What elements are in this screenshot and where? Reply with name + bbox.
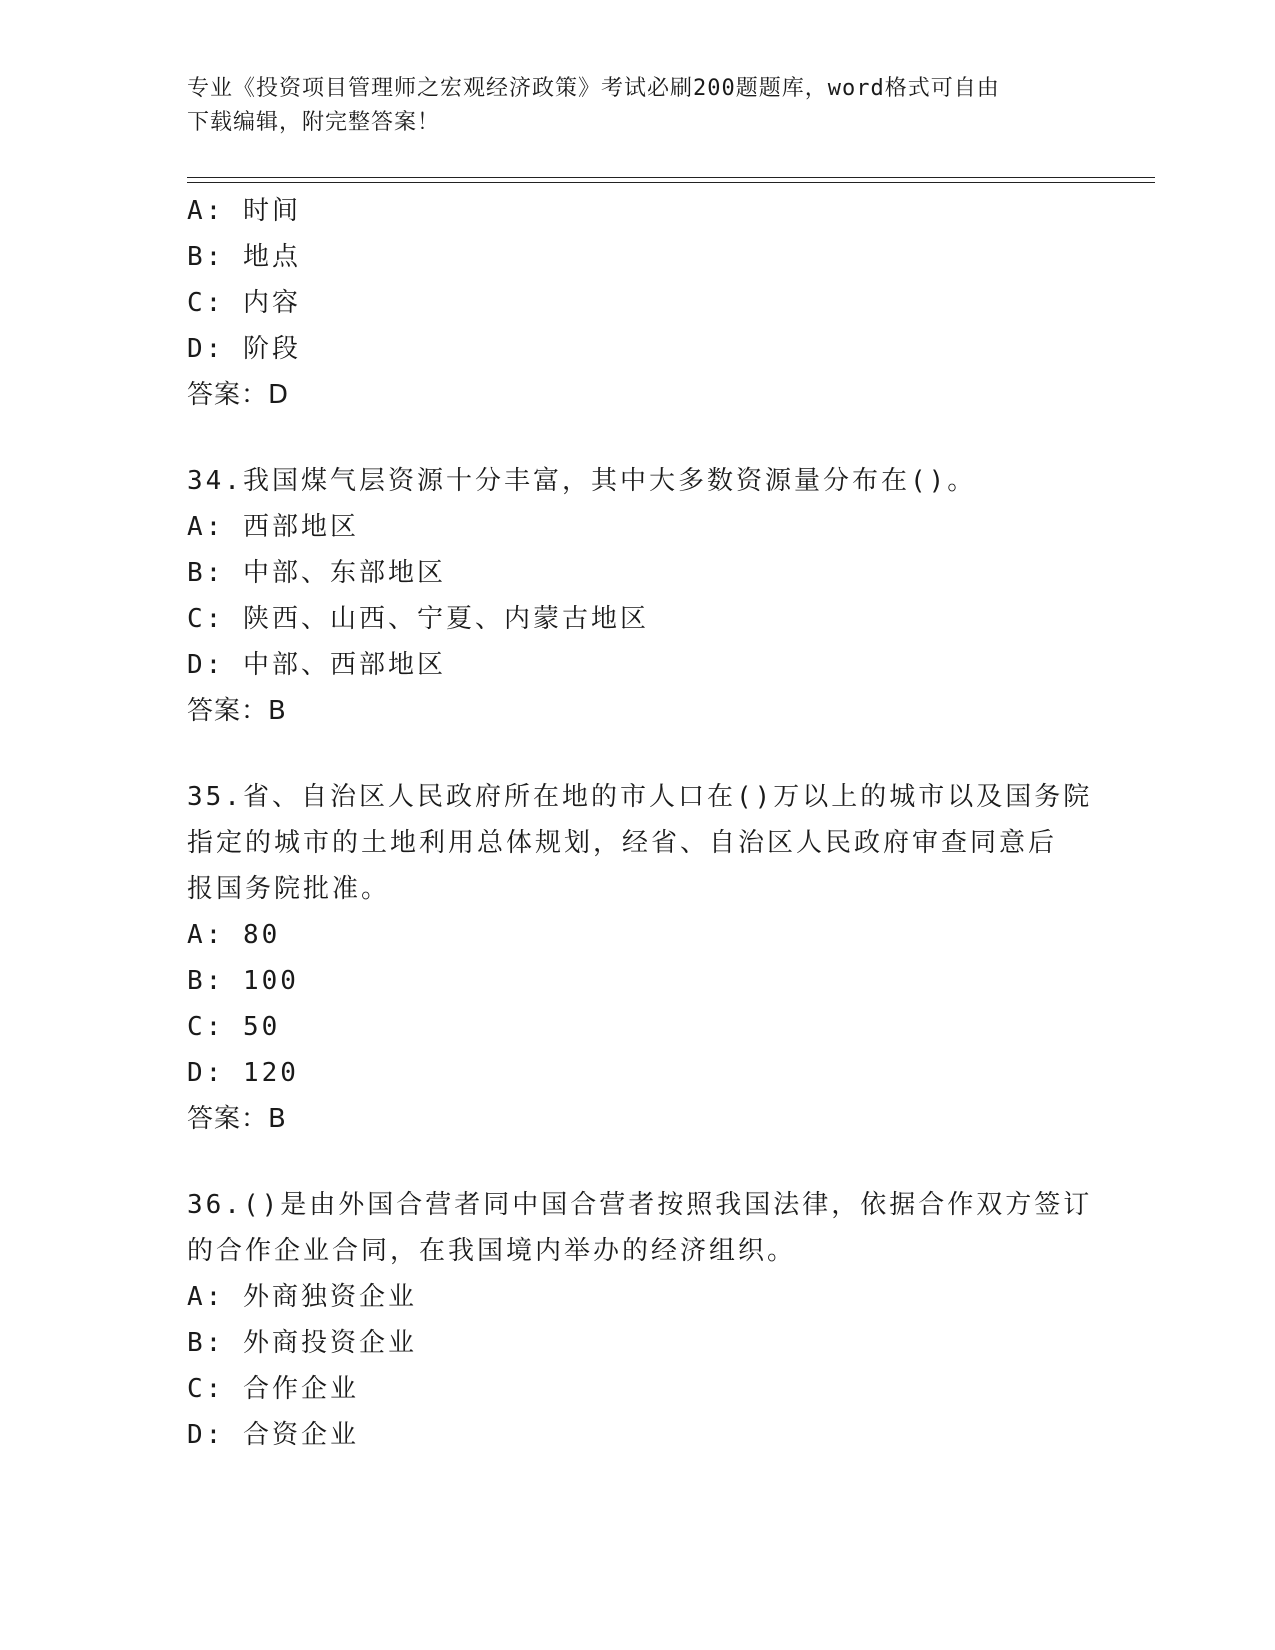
option-d: D: 阶段 (187, 334, 301, 364)
header-line-2: 下载编辑，附完整答案！ (187, 110, 441, 135)
option-c: C: 合作企业 (187, 1374, 359, 1404)
question-text: 的合作企业合同，在我国境内举办的经济组织。 (187, 1236, 797, 1266)
answer-line: 答案：B (187, 696, 287, 726)
question-text: 报国务院批准。 (187, 874, 391, 904)
option-a: A: 80 (187, 920, 281, 950)
question-text: 35.省、自治区人民政府所在地的市人口在()万以上的城市以及国务院 (187, 782, 1093, 812)
question-text: 指定的城市的土地利用总体规划，经省、自治区人民政府审查同意后 (187, 828, 1058, 858)
option-c: C: 陕西、山西、宁夏、内蒙古地区 (187, 604, 649, 634)
answer-line: 答案：D (187, 380, 290, 410)
question-block-36 (187, 1182, 1093, 1458)
answer-line: 答案：B (187, 1104, 287, 1134)
document-header (187, 72, 1067, 140)
header-line-1: 专业《投资项目管理师之宏观经济政策》考试必刷200题题库，word格式可自由 (187, 76, 1000, 101)
question-block-33 (187, 188, 1087, 418)
question-list (187, 188, 1093, 1458)
option-c: C: 内容 (187, 288, 301, 318)
option-d: D: 120 (187, 1058, 299, 1088)
option-b: B: 中部、东部地区 (187, 558, 446, 588)
option-d: D: 合资企业 (187, 1420, 359, 1450)
option-d: D: 中部、西部地区 (187, 650, 446, 680)
option-a: A: 外商独资企业 (187, 1282, 417, 1312)
option-a: A: 时间 (187, 196, 301, 226)
option-b: B: 100 (187, 966, 299, 996)
question-text: 34.我国煤气层资源十分丰富，其中大多数资源量分布在()。 (187, 466, 977, 496)
option-c: C: 50 (187, 1012, 281, 1042)
header-divider-bottom (187, 182, 1155, 183)
option-a: A: 西部地区 (187, 512, 359, 542)
question-text: 36.()是由外国合营者同中国合营者按照我国法律，依据合作双方签订 (187, 1190, 1093, 1220)
question-block-35 (187, 774, 1093, 1142)
question-block-34 (187, 458, 1087, 734)
option-b: B: 外商投资企业 (187, 1328, 417, 1358)
header-divider-top (187, 177, 1155, 178)
option-b: B: 地点 (187, 242, 301, 272)
